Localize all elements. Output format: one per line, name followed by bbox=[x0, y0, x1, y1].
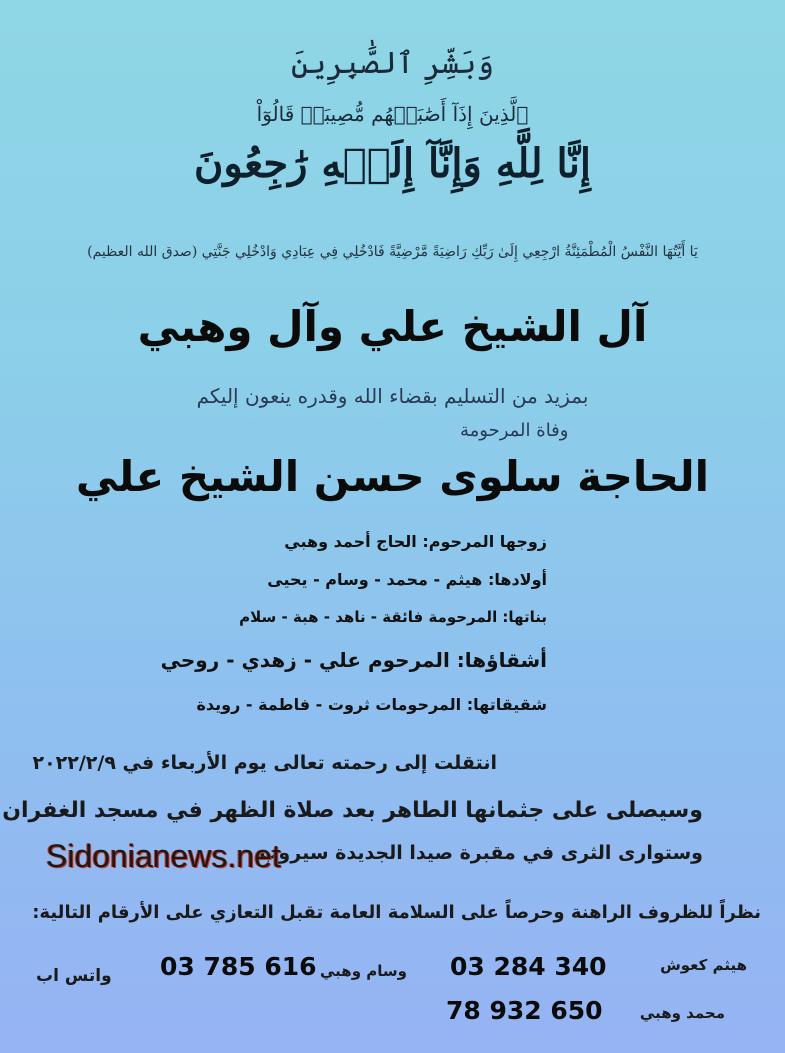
contact-number-2: 03 785 616 bbox=[160, 952, 317, 981]
contact-name-3: محمد وهبي bbox=[639, 1004, 725, 1022]
contact-number-3: 78 932 650 bbox=[446, 996, 603, 1025]
brothers-line: أشقاؤها: المرحوم علي - زهدي - روحي bbox=[160, 648, 547, 672]
husband-line: زوجها المرحوم: الحاج أحمد وهبي bbox=[284, 532, 547, 551]
deceased-name: الحاجة سلوى حسن الشيخ علي bbox=[75, 452, 710, 501]
sons-line: أولادها: هيثم - محمد - وسام - يحيى bbox=[267, 570, 547, 589]
burial-line: وستوارى الثرى في مقبرة صيدا الجديدة سيروب bbox=[259, 842, 703, 864]
site-watermark: Sidonianews.net bbox=[46, 838, 281, 874]
death-of-label: وفاة المرحومة bbox=[460, 420, 569, 441]
contact-number-1: 03 284 340 bbox=[450, 952, 607, 981]
quran-verse-line-3: إِنَّا لِلَّهِ وَإِنَّآ إِلَيۡهِ رَٰجِعُونَ bbox=[194, 140, 591, 187]
quran-verse-line-4: يَا أَيَّتُهَا النَّفْسُ الْمُطْمَئِنَّةُ ارْجِعِي إِلَىٰ رَبِّكِ رَاضِيَةً مَّرْضِيَّةً فَادْخُلِي فِي عِبَادِي وَادْخُلِي جَنَّتِي (صدق الله العظيم) bbox=[87, 244, 698, 260]
family-name-heading: آل الشيخ علي وآل وهبي bbox=[137, 302, 648, 351]
condolence-notice: نظراً للظروف الراهنة وحرصاً على السلامة العامة تقبل التعازي على الأرقام التالية: bbox=[32, 902, 761, 923]
contact-name-2: وسام وهبي bbox=[320, 962, 407, 980]
funeral-prayer-line: وسيصلى على جثمانها الطاهر بعد صلاة الظهر في مسجد الغفران bbox=[2, 798, 703, 823]
whatsapp-label: واتس اب bbox=[36, 966, 112, 986]
death-date-line: انتقلت إلى رحمته تعالى يوم الأربعاء في ٢٠٢٢/٢/٩ bbox=[32, 752, 497, 774]
quran-verse-line-1: وَبَشِّرِ ٱلصَّٰبِرِينَ bbox=[291, 46, 494, 81]
quran-verse-line-2: ٱلَّذِينَ إِذَآ أَصَٰبَتۡهُم مُّصِيبَةٞ قَالُوٓاْ bbox=[256, 102, 529, 126]
sisters-line: شقيقاتها: المرحومات ثروت - فاطمة - رويدة bbox=[196, 695, 547, 714]
contact-name-1: هيثم كعوش bbox=[660, 956, 747, 974]
daughters-line: بناتها: المرحومة فائقة - ناهد - هبة - سلام bbox=[239, 608, 547, 626]
announcement-text: بمزيد من التسليم بقضاء الله وقدره ينعون إليكم bbox=[196, 384, 589, 408]
